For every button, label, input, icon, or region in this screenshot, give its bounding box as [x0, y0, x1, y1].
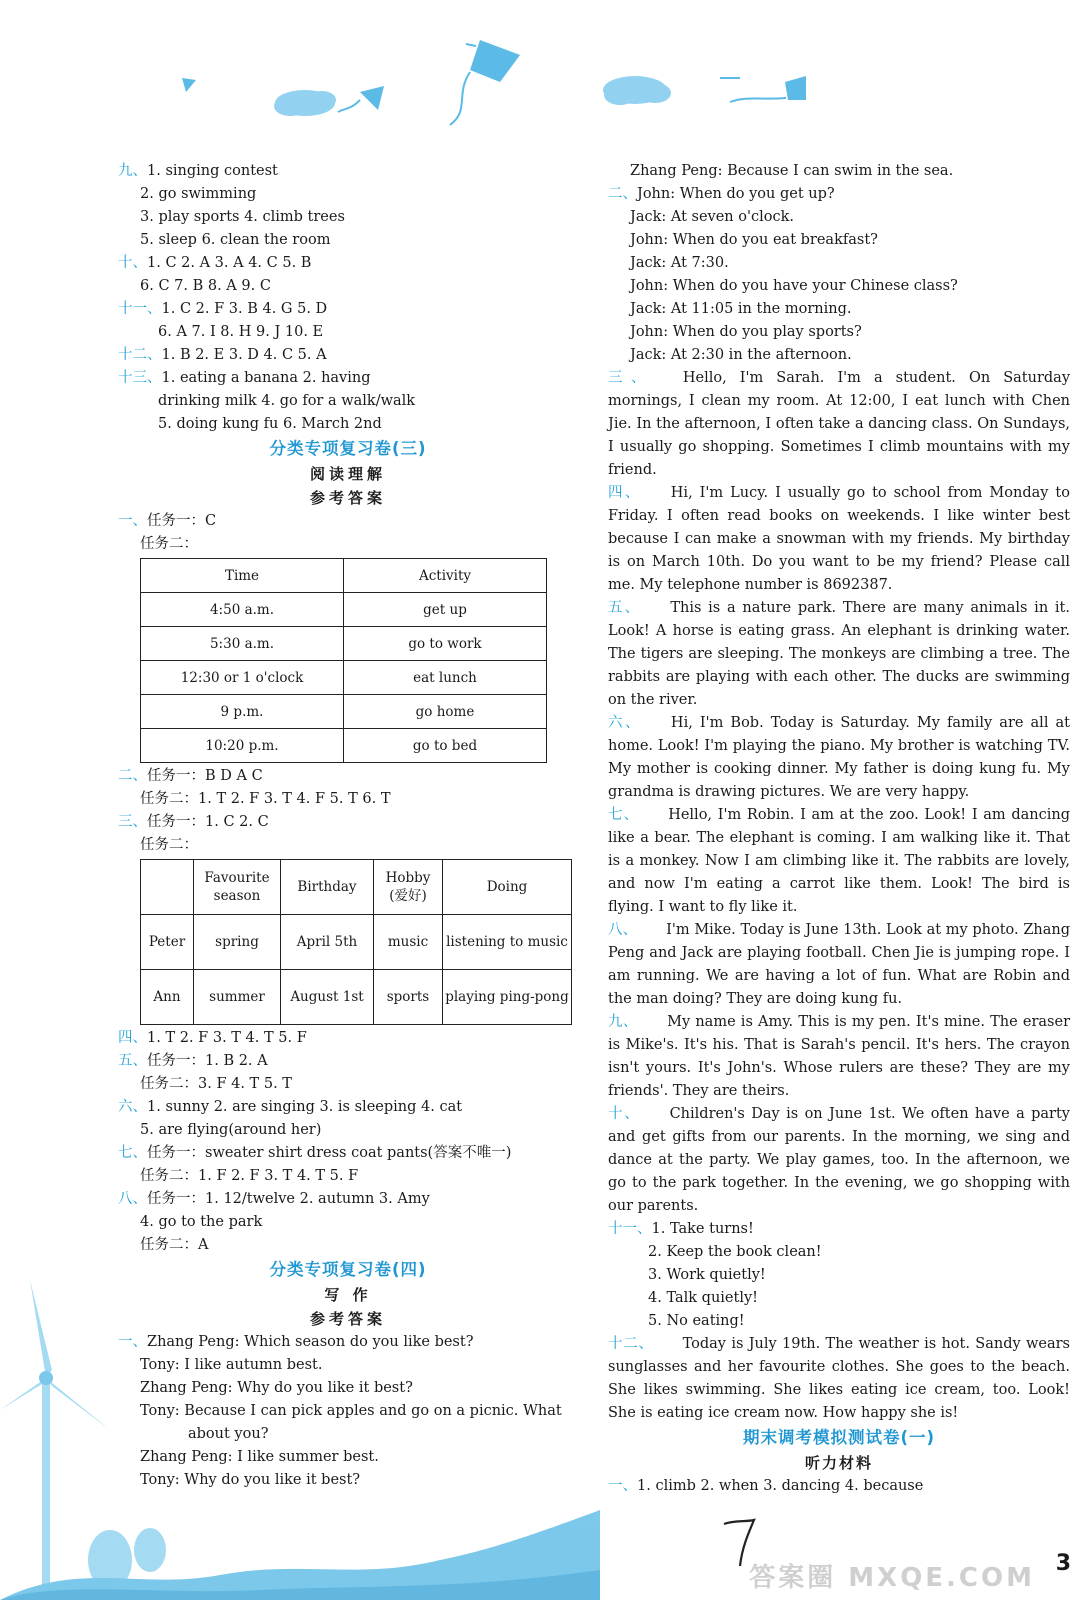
r11-answers — [608, 1218, 1070, 1333]
q10-answers — [118, 252, 578, 298]
table-cell: April 5th — [281, 915, 374, 970]
table-cell: music — [374, 915, 443, 970]
table-cell: Ann — [141, 970, 194, 1025]
answer-line: 任务二： — [140, 536, 198, 552]
table-header: Doing — [443, 860, 572, 915]
answer-line: 1. C 2. A 3. A 4. C 5. B — [147, 255, 312, 271]
question-number: 五、 — [608, 600, 642, 616]
passage-text: Today is July 19th. The weather is hot. Sandy wears sunglasses and her favourite clothes. She goes to the beach. She likes swimming. She likes eating ice cream, too. Look! She is eating ice cream now. How happy she is! — [608, 1336, 1070, 1421]
table-header: Hobby (爱好) — [374, 860, 443, 915]
question-number: 十二、 — [118, 347, 162, 363]
dialogue-line: Zhang Peng: Which season do you like best? — [147, 1334, 474, 1350]
answer-line: 5. No eating! — [648, 1313, 745, 1329]
answer-line: 1. T 2. F 3. T 4. T 5. F — [147, 1030, 307, 1046]
question-number: 十一、 — [608, 1221, 652, 1237]
answer-line: 任务一：B D A C — [147, 768, 263, 784]
answer-line: 任务一：C — [147, 513, 217, 529]
table-header — [141, 860, 194, 915]
table-row — [141, 915, 572, 970]
s3-q5-answers — [118, 1050, 578, 1096]
question-number: 四、 — [118, 1030, 147, 1046]
section-subtitle: 听力材料 — [804, 1454, 873, 1472]
question-number: 十、 — [118, 255, 147, 271]
question-number: 十一、 — [118, 301, 162, 317]
table-cell: get up — [344, 593, 547, 627]
question-number: 十二、 — [608, 1336, 654, 1352]
question-number: 十、 — [608, 1106, 641, 1122]
answer-line: 任务二：3. F 4. T 5. T — [140, 1076, 292, 1092]
dialogue-line: Zhang Peng: Because I can swim in the sea. — [630, 163, 954, 179]
question-number: 六、 — [118, 1099, 147, 1115]
dialogue-line: Zhang Peng: I like summer best. — [140, 1449, 379, 1465]
answer-line: 1. B 2. E 3. D 4. C 5. A — [161, 347, 327, 363]
q9-answers — [118, 160, 578, 252]
passage-text: Hi, I'm Bob. Today is Saturday. My family are all at home. Look! I'm playing the piano. My brother is watching TV. My mother is cooking dinner. My father is doing kung fu. My grandma is drawing pictures. We are very happy. — [608, 715, 1070, 800]
question-number: 二、 — [608, 186, 637, 202]
section-title: 分类专项复习卷(三) — [269, 439, 427, 458]
question-number: 五、 — [118, 1053, 147, 1069]
table-header: Activity — [344, 559, 547, 593]
answer-line: 任务一：sweater shirt dress coat pants(答案不唯一) — [147, 1145, 512, 1161]
answer-line: 1. C 2. F 3. B 4. G 5. D — [161, 301, 328, 317]
answer-line: 任务一：1. B 2. A — [147, 1053, 268, 1069]
dialogue-line: Tony: Because I can pick apples and go on a picnic. What — [140, 1403, 562, 1419]
r8-passage — [608, 919, 1070, 1011]
s3-q1-answers — [118, 510, 578, 556]
q12-answers — [118, 344, 578, 367]
answer-line: 1. singing contest — [147, 163, 278, 179]
answer-line: 2. Keep the book clean! — [648, 1244, 822, 1260]
table-header: Time — [141, 559, 344, 593]
section-title: 期末调考模拟测试卷(一) — [742, 1428, 936, 1447]
question-number: 八、 — [608, 922, 638, 938]
table-cell: summer — [194, 970, 281, 1025]
answer-line: 2. go swimming — [140, 186, 257, 202]
table-row — [141, 729, 547, 763]
windmill-landscape-illustration — [0, 1260, 600, 1600]
question-number: 七、 — [118, 1145, 147, 1161]
table-cell: August 1st — [281, 970, 374, 1025]
r6-passage — [608, 712, 1070, 804]
question-number: 八、 — [118, 1191, 147, 1207]
table-cell: spring — [194, 915, 281, 970]
reference-answers-heading: 参考答案 — [309, 1310, 386, 1328]
r2-dialogue — [608, 183, 1070, 367]
passage-text: Children's Day is on June 1st. We often have a party and get gifts from our parents. In the morning, we sing and dance at the party. We play games, too. In the afternoon, we go to the park together. In the evening, we go shopping with our parents. — [608, 1106, 1070, 1214]
dialogue-line: Jack: At 7:30. — [630, 255, 729, 271]
answer-line: 1. sunny 2. are singing 3. is sleeping 4. cat — [147, 1099, 463, 1115]
s3-q4-answers — [118, 1027, 578, 1050]
r4-passage — [608, 482, 1070, 597]
answer-line: 4. go to the park — [140, 1214, 263, 1230]
question-number: 三、 — [608, 370, 654, 386]
table-header: Birthday — [281, 860, 374, 915]
answer-line: 任务一：1. C 2. C — [147, 814, 269, 830]
dialogue-line: Jack: At seven o'clock. — [630, 209, 794, 225]
answer-line: 1. Take turns! — [651, 1221, 754, 1237]
table-row — [141, 627, 547, 661]
table-cell: 12:30 or 1 o'clock — [141, 661, 344, 695]
answer-line: 1. eating a banana 2. having — [161, 370, 371, 386]
table-row — [141, 661, 547, 695]
q11-answers — [118, 298, 578, 344]
question-number: 一、 — [118, 513, 147, 529]
r9-passage — [608, 1011, 1070, 1103]
question-number: 九、 — [608, 1014, 639, 1030]
passage-text: Hello, I'm Robin. I am at the zoo. Look! I am dancing like a bear. The elephant is coming. I am walking like it. That is a monkey. Now I am climbing like it. The rabbits are lovely, and now I'm eating a carrot like them. Look! The bird is flying. I want to fly like it. — [608, 807, 1070, 915]
s3-q2-answers — [118, 765, 578, 811]
table-cell: sports — [374, 970, 443, 1025]
passage-text: I'm Mike. Today is June 13th. Look at my photo. Zhang Peng and Jack are playing football. Chen Jie is jumping rope. I am running. We are having a lot of fun. What are Robin and the man doing? They are doing kung fu. — [608, 922, 1071, 1007]
answer-line: 4. Talk quietly! — [648, 1290, 758, 1306]
r7-passage — [608, 804, 1070, 919]
answer-line: 5. sleep 6. clean the room — [140, 232, 331, 248]
table-cell: playing ping-pong — [443, 970, 572, 1025]
table-cell: 9 p.m. — [141, 695, 344, 729]
passage-text: This is a nature park. There are many animals in it. Look! A horse is eating grass. An elephant is drinking water. The tigers are sleeping. The monkeys are climbing a tree. The rabbits are playing with each other. The ducks are swimming on the river. — [608, 600, 1070, 708]
header-kites-clouds-illustration — [0, 0, 1085, 160]
answer-line: 1. climb 2. when 3. dancing 4. because — [637, 1478, 924, 1494]
question-number: 四、 — [608, 485, 642, 501]
answer-line: 任务二：1. F 2. F 3. T 4. T 5. F — [140, 1168, 359, 1184]
table-header-row — [141, 860, 572, 915]
answer-line: 6. A 7. I 8. H 9. J 10. E — [158, 324, 324, 340]
table-cell: 5:30 a.m. — [141, 627, 344, 661]
answer-line: 5. are flying(around her) — [140, 1122, 322, 1138]
answer-line: 任务二：1. T 2. F 3. T 4. F 5. T 6. T — [140, 791, 391, 807]
table-cell: eat lunch — [344, 661, 547, 695]
answer-line: 任务二：A — [140, 1237, 209, 1253]
dialogue-line: John: When do you play sports? — [630, 324, 862, 340]
q13-answers — [118, 367, 578, 436]
question-number: 三、 — [118, 814, 147, 830]
table-cell: 4:50 a.m. — [141, 593, 344, 627]
question-number: 一、 — [608, 1478, 637, 1494]
answer-line: 5. doing kung fu 6. March 2nd — [158, 416, 382, 432]
r12-passage — [608, 1333, 1070, 1425]
table-row — [141, 695, 547, 729]
section-subtitle: 写 作 — [324, 1286, 372, 1304]
s3-q6-answers — [118, 1096, 578, 1142]
table-cell: Peter — [141, 915, 194, 970]
question-number: 十三、 — [118, 370, 162, 386]
s3-q8-answers — [118, 1188, 578, 1257]
table-header-row — [141, 559, 547, 593]
page-number: 3 — [1055, 1551, 1071, 1576]
right-column — [608, 160, 1070, 1498]
answer-line: 6. C 7. B 8. A 9. C — [140, 278, 271, 294]
table-row — [141, 970, 572, 1025]
table-cell: 10:20 p.m. — [141, 729, 344, 763]
table-cell: go to bed — [344, 729, 547, 763]
section-subtitle: 阅读理解 — [309, 465, 386, 483]
answer-line: 任务二： — [140, 837, 198, 853]
dialogue-line: John: When do you eat breakfast? — [630, 232, 878, 248]
s3-q7-answers — [118, 1142, 578, 1188]
question-number: 二、 — [118, 768, 147, 784]
dialogue-line: Tony: Why do you like it best? — [140, 1472, 361, 1488]
passage-text: My name is Amy. This is my pen. It's mine. The eraser is Mike's. It's his. That is Sarah's pencil. It's hers. The crayon isn't yours. It's John's. Whose rulers are these? They are my friends'. They are theirs. — [608, 1014, 1071, 1099]
answer-line: 3. Work quietly! — [648, 1267, 766, 1283]
r5-passage — [608, 597, 1070, 712]
section-title: 分类专项复习卷(四) — [269, 1260, 427, 1279]
r10-passage — [608, 1103, 1070, 1218]
time-activity-table — [140, 558, 547, 763]
passage-text: Hello, I'm Sarah. I'm a student. On Saturday mornings, I clean my room. At 12:00, I eat lunch with Chen Jie. In the afternoon, I often take a dancing class. On Sundays, I usually go shopping. Sometimes I climb mountains with my friend. — [608, 370, 1071, 478]
dialogue-line: Tony: I like autumn best. — [140, 1357, 323, 1373]
table-row — [141, 593, 547, 627]
table-header: Favourite season — [194, 860, 281, 915]
answer-line: 任务一：1. 12/twelve 2. autumn 3. Amy — [147, 1191, 430, 1207]
dialogue-line: about you? — [188, 1426, 269, 1442]
answer-line: 3. play sports 4. climb trees — [140, 209, 345, 225]
answer-line: drinking milk 4. go for a walk/walk — [158, 393, 416, 409]
dialogue-line: Jack: At 2:30 in the afternoon. — [630, 347, 852, 363]
reference-answers-heading: 参考答案 — [309, 489, 386, 507]
dialogue-line: John: When do you have your Chinese class? — [630, 278, 958, 294]
table-cell: go home — [344, 695, 547, 729]
table-cell: go to work — [344, 627, 547, 661]
hobby-table — [140, 859, 572, 1025]
watermark: 答案圈 MXQE.COM — [749, 1563, 1035, 1593]
question-number: 六、 — [608, 715, 642, 731]
dialogue-line: Zhang Peng: Why do you like it best? — [140, 1380, 413, 1396]
question-number: 九、 — [118, 163, 147, 179]
passage-text: Hi, I'm Lucy. I usually go to school from Monday to Friday. I often read books on weekends. I like winter best because I can make a snowman with my friends. My birthday is on March 10th. Do you want to be my friend? Please call me. My telephone number is 8692387. — [608, 485, 1070, 593]
r3-passage — [608, 367, 1070, 482]
question-number: 一、 — [118, 1334, 147, 1350]
dialogue-line: John: When do you get up? — [637, 186, 835, 202]
dialogue-line: Jack: At 11:05 in the morning. — [630, 301, 852, 317]
s3-q3-answers — [118, 811, 578, 857]
table-cell: listening to music — [443, 915, 572, 970]
question-number: 七、 — [608, 807, 640, 823]
